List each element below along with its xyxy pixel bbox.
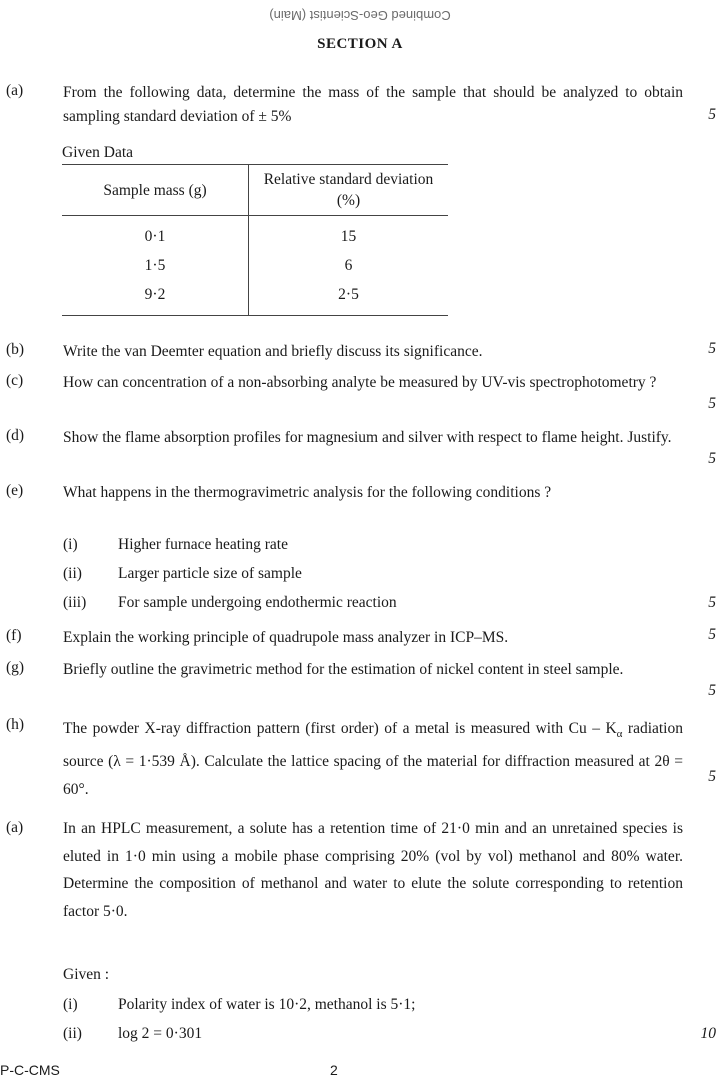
question-label: (c) <box>6 372 24 389</box>
question-text: Explain the working principle of quadrupole mass analyzer in ICP–MS. <box>63 629 509 646</box>
question-label: (b) <box>6 341 25 358</box>
question-label: (g) <box>6 659 25 676</box>
section-title: SECTION A <box>317 36 403 52</box>
subitem-text: Larger particle size of sample <box>118 565 302 582</box>
subitem-text: Higher furnace heating rate <box>118 536 288 553</box>
marks: 5 <box>708 768 716 785</box>
marks: 5 <box>708 450 716 467</box>
subitem-text: For sample undergoing endothermic reaction <box>118 594 397 611</box>
table-row <box>62 280 448 316</box>
question-label: (e) <box>6 482 24 499</box>
paper-code: P-C-CMS <box>0 1062 60 1078</box>
subitem-label: (ii) <box>63 1025 82 1042</box>
question-text <box>63 715 683 804</box>
marks: 5 <box>708 395 716 412</box>
table-cell: 15 <box>340 227 357 245</box>
subitem-text: Polarity index of water is 10·2, methanol is 5·1; <box>118 996 416 1013</box>
question-label: (f) <box>6 627 22 644</box>
subitem-label: (ii) <box>63 565 82 582</box>
question-text: Show the flame absorption profiles for magnesium and silver with respect to flame height. Justify. <box>63 429 672 446</box>
marks: 5 <box>708 340 716 357</box>
table-caption: Given Data <box>62 144 134 161</box>
table-cell: 9·2 <box>62 280 249 316</box>
question-label: (a) <box>6 819 24 836</box>
question-text: Write the van Deemter equation and briefly discuss its significance. <box>63 343 483 360</box>
table-cell: 1·5 <box>62 251 249 280</box>
text-part: radiation source (λ = 1·539 Å). Calculate the lattice spacing of the material for diffraction measured at 2θ = 60°. <box>63 720 683 799</box>
question-text: Briefly outline the gravimetric method for the estimation of nickel content in steel sample. <box>63 661 624 678</box>
subitem-text: log 2 = 0·301 <box>118 1025 203 1042</box>
table-header: Relative standard deviation (%) <box>249 165 449 216</box>
table-cell: 0·1 <box>62 216 249 252</box>
question-text: In an HPLC measurement, a solute has a retention time of 21·0 min and an unretained species is eluted in 1·0 min using a mobile phase comprising 20% (vol by vol) methanol and 80% water. Determine the composition of methanol and water to elute the solute corresponding to retention factor 5·0. <box>63 820 683 920</box>
question-text: How can concentration of a non-absorbing analyte be measured by UV-vis spectrophotometry ? <box>63 374 657 391</box>
marks: 5 <box>708 682 716 699</box>
table-row <box>62 251 448 280</box>
marks: 5 <box>708 626 716 643</box>
table-header: Sample mass (g) <box>62 165 249 216</box>
table-cell: 6 <box>344 256 353 274</box>
table-cell: 2·5 <box>249 280 449 316</box>
data-table <box>62 164 448 316</box>
marks: 10 <box>700 1025 716 1042</box>
subitem-label: (i) <box>63 996 78 1013</box>
marks: 5 <box>708 594 716 611</box>
subscript-alpha: α <box>616 728 623 741</box>
question-text: From the following data, determine the mass of the sample that should be analyzed to obtain sampling standard deviation of ± 5% <box>63 84 683 125</box>
subitem-label: (iii) <box>63 594 87 611</box>
question-label: (d) <box>6 427 25 444</box>
question-label: (a) <box>6 82 24 99</box>
page-number: 2 <box>330 1062 338 1078</box>
subitem-label: (i) <box>63 536 78 553</box>
given-label: Given : <box>63 966 110 983</box>
question-label: (h) <box>6 716 25 733</box>
mirrored-header-text: Combined Geo-Scientist (Main) <box>269 8 451 23</box>
question-text: What happens in the thermogravimetric analysis for the following conditions ? <box>63 484 552 501</box>
marks: 5 <box>708 106 716 123</box>
text-part: The powder X-ray diffraction pattern (first order) of a metal is measured with Cu – K <box>63 720 617 737</box>
table-row <box>62 216 448 252</box>
